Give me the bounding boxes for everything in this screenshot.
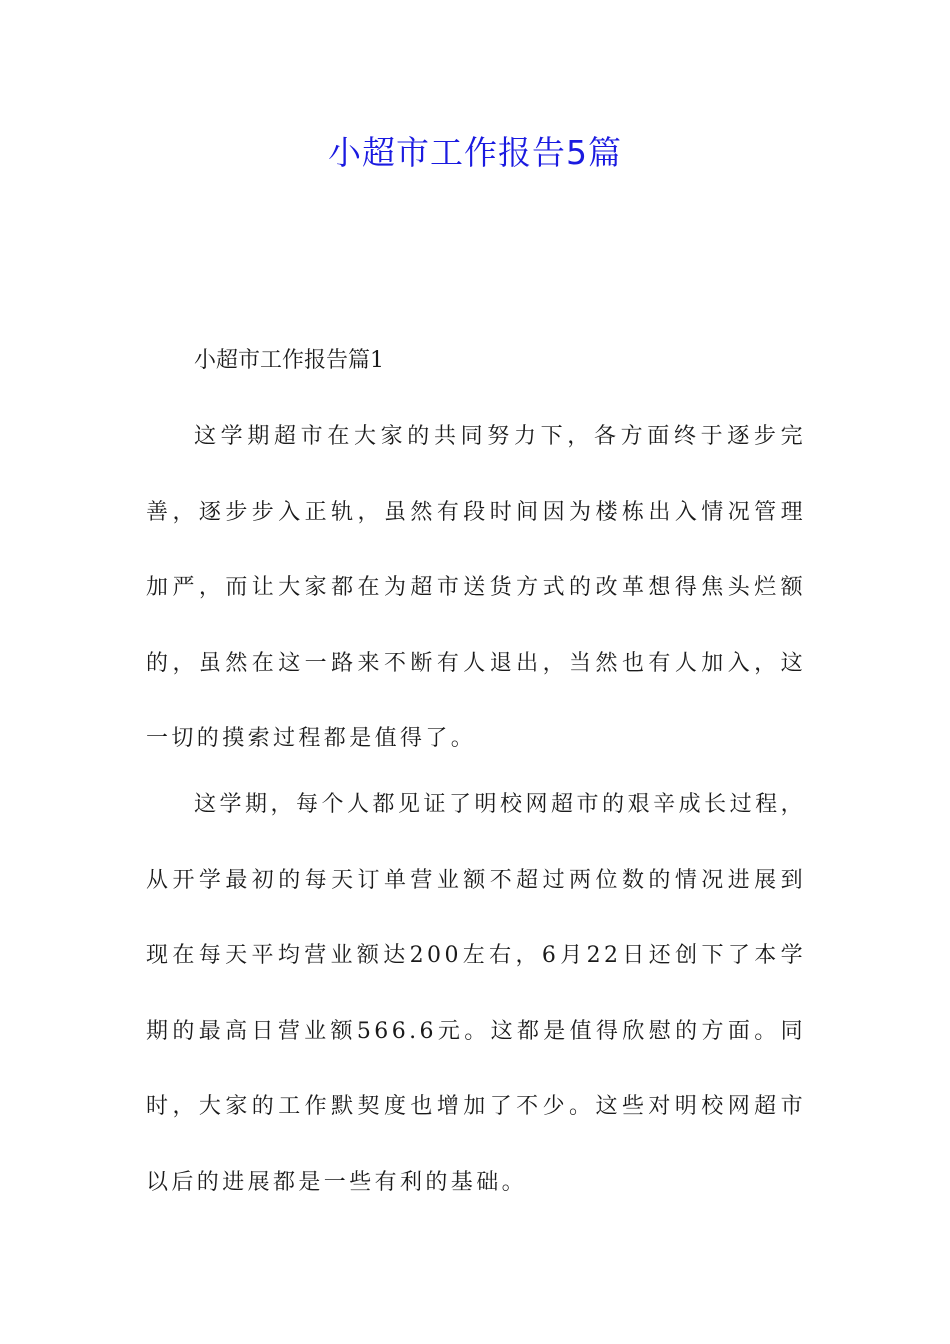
paragraph-1: 这学期超市在大家的共同努力下，各方面终于逐步完善，逐步步入正轨，虽然有段时间因为楼栋出入情况管理加严，而让大家都在为超市送货方式的改革想得焦头烂额的，虽然在这一路来不断有人退出，当然也有人加入，这一切的摸索过程都是值得了。 [146,424,806,751]
section-heading: 小超市工作报告篇1 [194,348,384,373]
document-title: 小超市工作报告5篇 [328,133,622,172]
paragraph-2: 这学期，每个人都见证了明校网超市的艰辛成长过程，从开学最初的每天订单营业额不超过两位数的情况进展到现在每天平均营业额达200左右，6月22日还创下了本学期的最高日营业额566.6元。这都是值得欣慰的方面。同时，大家的工作默契度也增加了不少。这些对明校网超市以后的进展都是一些有利的基础。 [146,792,806,1195]
